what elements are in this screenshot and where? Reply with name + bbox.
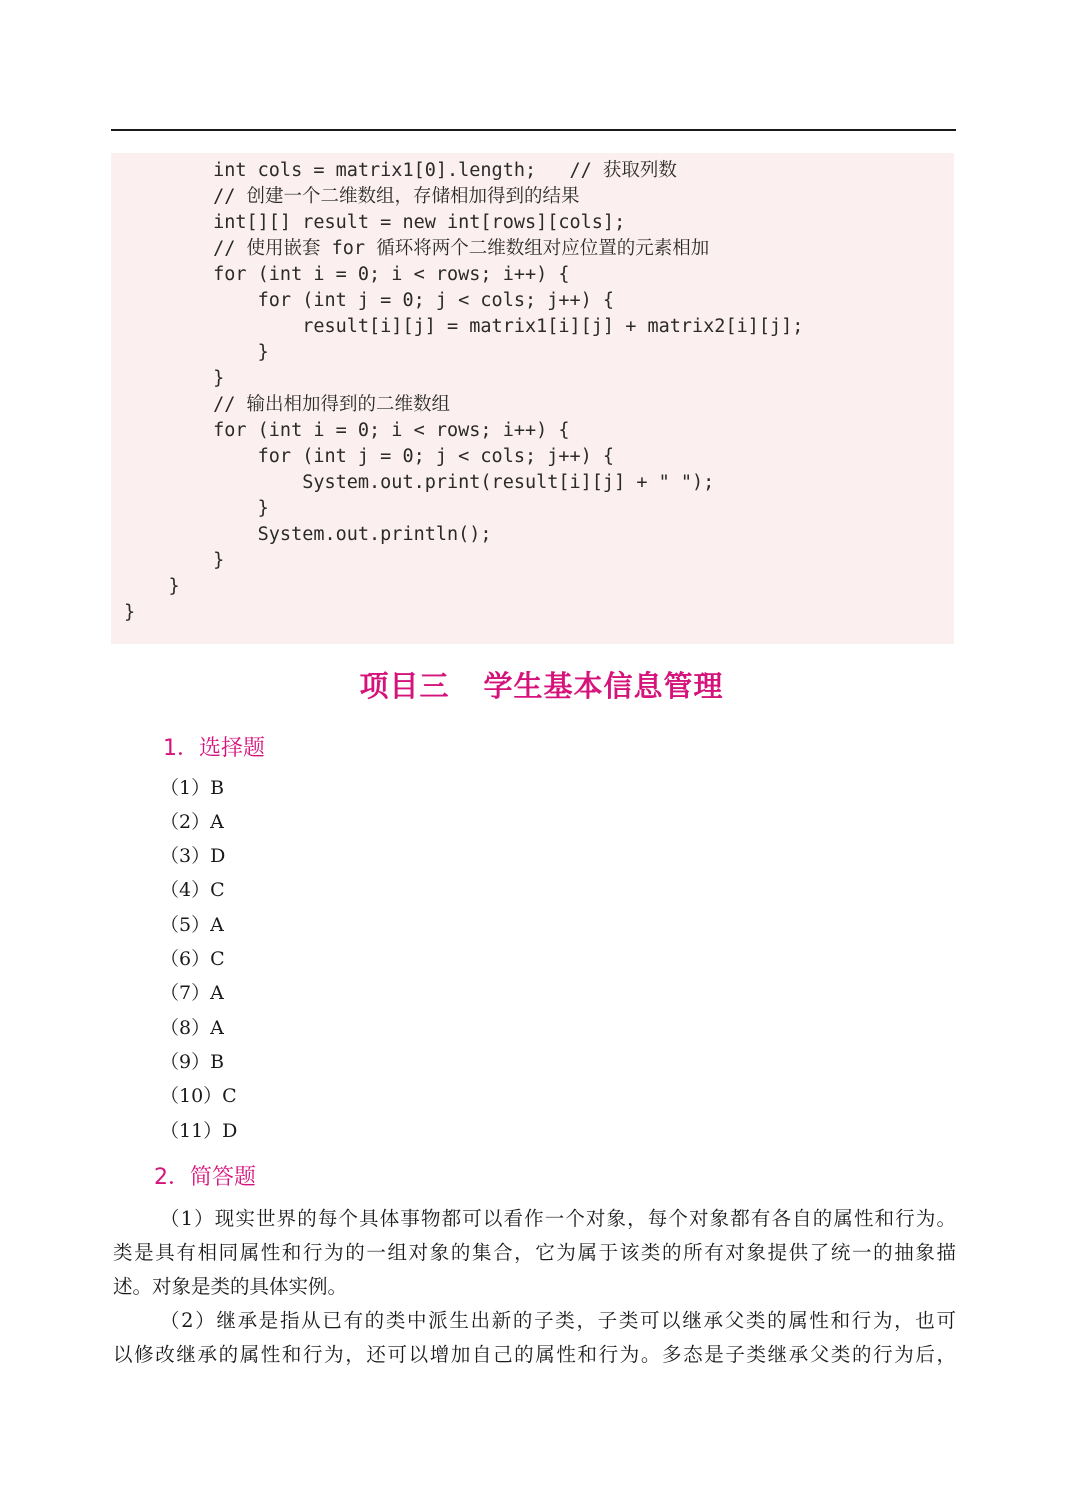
code-block [111,153,954,644]
short-answer-heading: 2．简答题 [154,1165,256,1190]
choice-heading: 1．选择题 [163,736,265,761]
code-line: for (int i = 0; i < rows; i++) { [124,264,570,285]
answer-item: （10）C [160,1085,237,1107]
answer-item: （1）B [160,777,225,799]
paragraph-line: 类是具有相同属性和行为的一组对象的集合，它为属于该类的所有对象提供了统一的抽象描 [113,1241,956,1264]
paragraph-line: （2）继承是指从已有的类中派生出新的子类，子类可以继承父类的属性和行为，也可 [160,1309,956,1332]
code-line: // 创建一个二维数组，存储相加得到的结果 [124,186,580,207]
answer-item: （5）A [160,914,224,936]
code-line: } [124,368,225,389]
code-line: // 输出相加得到的二维数组 [124,394,451,415]
answer-item: （9）B [160,1051,225,1073]
answer-item: （4）C [160,879,225,901]
code-line: } [124,342,269,363]
paragraph-line: 以修改继承的属性和行为，还可以增加自己的属性和行为。多态是子类继承父类的行为后， [113,1343,956,1366]
paragraph-line: 述。对象是类的具体实例。 [113,1275,348,1298]
section-title-text: 学生基本信息管理 [483,669,724,703]
code-line: System.out.print(result[i][j] + " "); [124,472,715,493]
code-line: for (int j = 0; j < cols; j++) { [124,446,615,467]
answer-item: （11）D [160,1120,238,1142]
code-line: // 使用嵌套 for 循环将两个二维数组对应位置的元素相加 [124,238,710,259]
code-line: for (int i = 0; i < rows; i++) { [124,420,570,441]
code-line: } [124,576,180,597]
section-title [0,664,1083,705]
code-line: int cols = matrix1[0].length; // 获取列数 [124,160,677,181]
answer-item: （3）D [160,845,226,867]
answer-item: （7）A [160,982,224,1004]
answer-item: （2）A [160,811,224,833]
code-line: } [124,602,136,623]
answer-item: （8）A [160,1017,224,1039]
code-line: int[][] result = new int[rows][cols]; [124,212,626,233]
code-line: } [124,550,225,571]
code-line: System.out.println(); [124,524,492,545]
header-rule [111,129,956,131]
section-title-number: 项目三 [359,669,450,703]
code-line: } [124,498,269,519]
answer-item: （6）C [160,948,225,970]
code-line: for (int j = 0; j < cols; j++) { [124,290,615,311]
paragraph-line: （1）现实世界的每个具体事物都可以看作一个对象，每个对象都有各自的属性和行为。 [160,1207,956,1230]
code-line: result[i][j] = matrix1[i][j] + matrix2[i][j]; [124,316,804,337]
